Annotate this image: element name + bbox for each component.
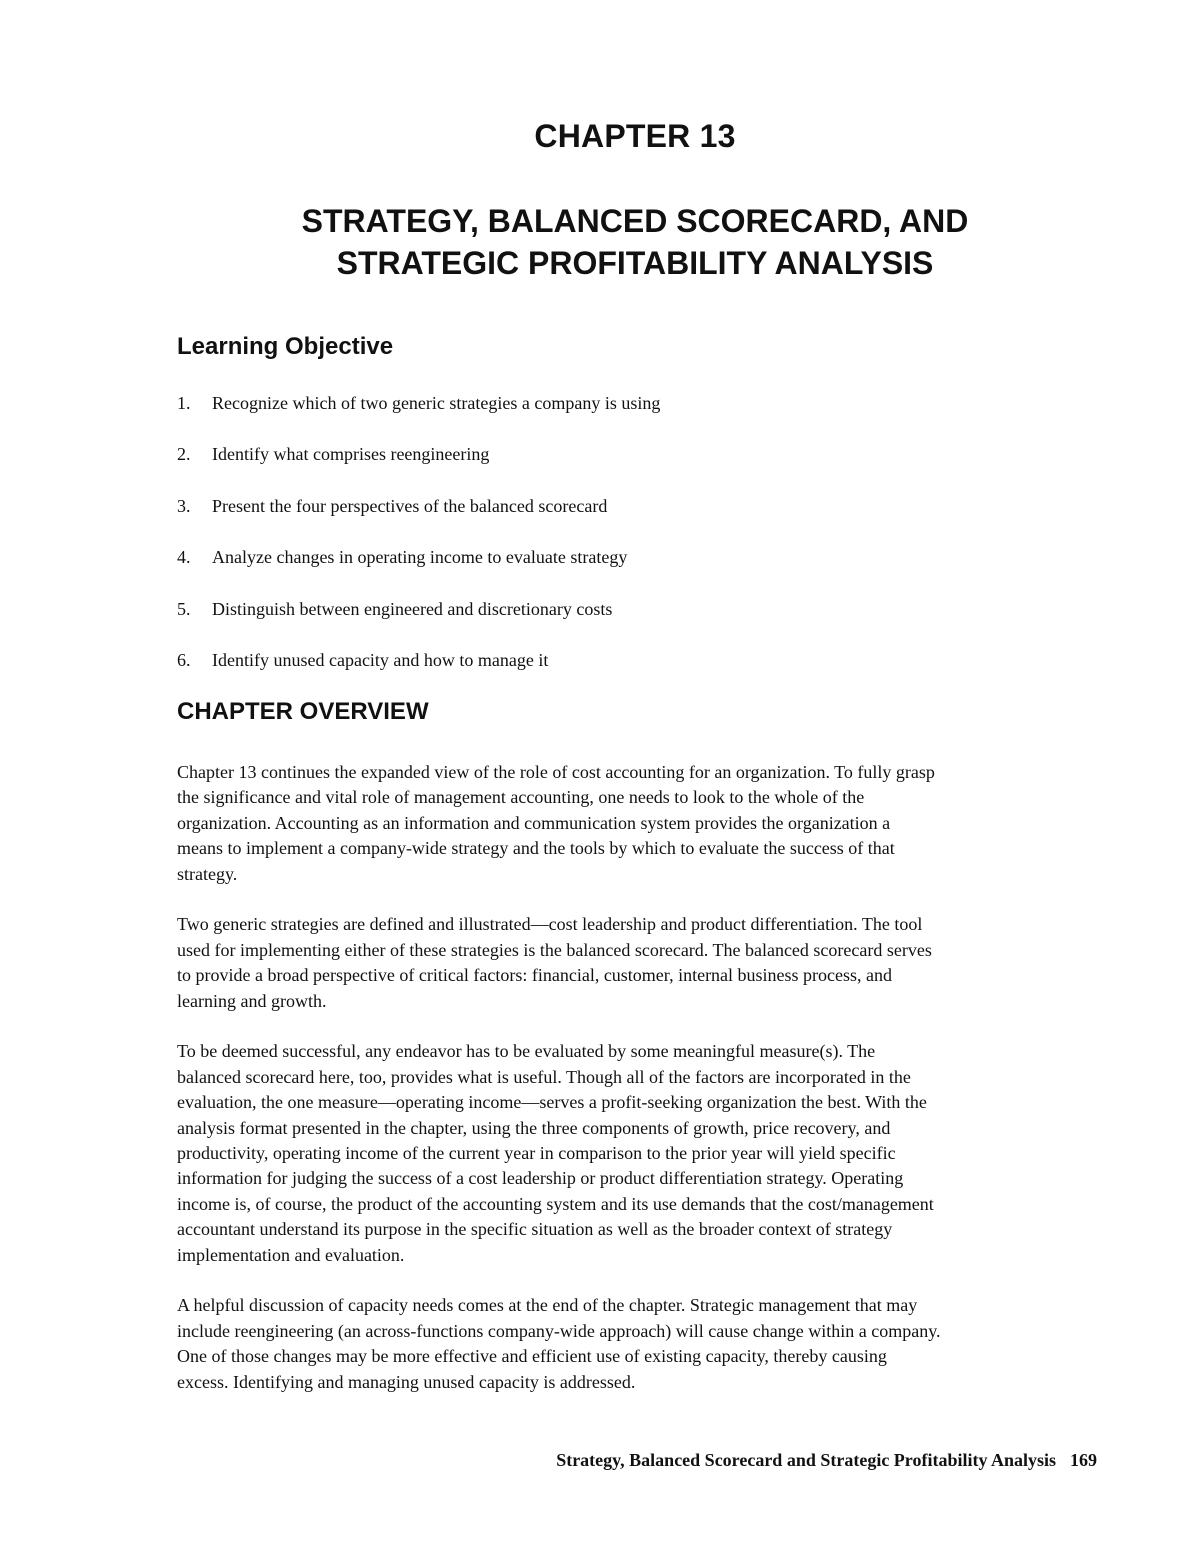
chapter-overview-body [177, 760, 1107, 1421]
chapter-title [0, 200, 1200, 284]
objective-item [177, 647, 660, 698]
text-line: include reengineering (an across-functions company-wide approach) will cause change within a company. [177, 1320, 941, 1341]
objective-item [177, 544, 660, 595]
text-line: strategy. [177, 863, 238, 884]
page-number: 169 [1070, 1450, 1097, 1470]
objective-number: 4. [177, 547, 191, 568]
objective-text: Distinguish between engineered and discretionary costs [212, 598, 613, 619]
text-line: A helpful discussion of capacity needs comes at the end of the chapter. Strategic management that may [177, 1295, 918, 1316]
text-line: balanced scorecard here, too, provides what is useful. Though all of the factors are incorporated in the [177, 1066, 911, 1087]
objective-text: Present the four perspectives of the balanced scorecard [212, 495, 608, 516]
text-line: organization. Accounting as an information and communication system provides the organization a [177, 812, 891, 833]
chapter-title-line: STRATEGIC PROFITABILITY ANALYSIS [336, 245, 934, 281]
text-line: Chapter 13 continues the expanded view of the role of cost accounting for an organization. To fully grasp [177, 762, 935, 782]
objective-item [177, 441, 660, 492]
text-line: learning and growth. [177, 990, 327, 1011]
page-footer [0, 1450, 1097, 1471]
text-line: productivity, operating income of the current year in comparison to the prior year will yield specific [177, 1143, 896, 1164]
text-line: To be deemed successful, any endeavor has to be evaluated by some meaningful measure(s). The [177, 1041, 876, 1062]
objective-number: 2. [177, 444, 191, 465]
text-line: used for implementing either of these strategies is the balanced scorecard. The balanced scorecard serves [177, 939, 932, 960]
overview-paragraph [177, 760, 1107, 887]
text-line: Two generic strategies are defined and illustrated—cost leadership and product differentiation. The tool [177, 914, 923, 935]
objective-text: Analyze changes in operating income to evaluate strategy [212, 547, 628, 568]
objective-item [177, 390, 660, 441]
text-line: implementation and evaluation. [177, 1244, 405, 1265]
objective-number: 5. [177, 598, 191, 619]
chapter-overview-heading: CHAPTER OVERVIEW [177, 698, 429, 725]
learning-objective-heading: Learning Objective [177, 333, 394, 360]
text-line: the significance and vital role of management accounting, one needs to look to the whole of the [177, 787, 865, 808]
text-line: accountant understand its purpose in the specific situation as well as the broader context of strategy [177, 1219, 893, 1240]
objective-item [177, 493, 660, 544]
text-line: information for judging the success of a cost leadership or product differentiation strategy. Operating [177, 1168, 904, 1189]
text-line: analysis format presented in the chapter, using the three components of growth, price recovery, and [177, 1117, 891, 1138]
objective-number: 6. [177, 649, 191, 670]
objective-text: Identify what comprises reengineering [212, 444, 490, 465]
text-line: means to implement a company-wide strategy and the tools by which to evaluate the success of that [177, 838, 895, 859]
overview-paragraph [177, 1039, 1107, 1268]
objective-number: 1. [177, 393, 191, 413]
objective-number: 3. [177, 495, 191, 516]
chapter-number: CHAPTER 13 [534, 118, 736, 154]
text-line: One of those changes may be more effective and efficient use of existing capacity, thereby causing [177, 1346, 887, 1367]
running-title: Strategy, Balanced Scorecard and Strategic Profitability Analysis [556, 1450, 1056, 1470]
text-line: to provide a broad perspective of critical factors: financial, customer, internal business process, and [177, 965, 893, 986]
objective-text: Recognize which of two generic strategies a company is using [212, 393, 661, 413]
objective-item [177, 596, 660, 647]
overview-paragraph [177, 1293, 1107, 1395]
overview-paragraph [177, 912, 1107, 1014]
text-line: excess. Identifying and managing unused capacity is addressed. [177, 1371, 636, 1392]
chapter-title-line: STRATEGY, BALANCED SCORECARD, AND [301, 203, 969, 239]
text-line: evaluation, the one measure—operating income—serves a profit-seeking organization the best. With the [177, 1092, 927, 1113]
text-line: income is, of course, the product of the accounting system and its use demands that the cost/management [177, 1193, 934, 1214]
learning-objectives-list [177, 390, 660, 698]
objective-text: Identify unused capacity and how to manage it [212, 649, 549, 670]
